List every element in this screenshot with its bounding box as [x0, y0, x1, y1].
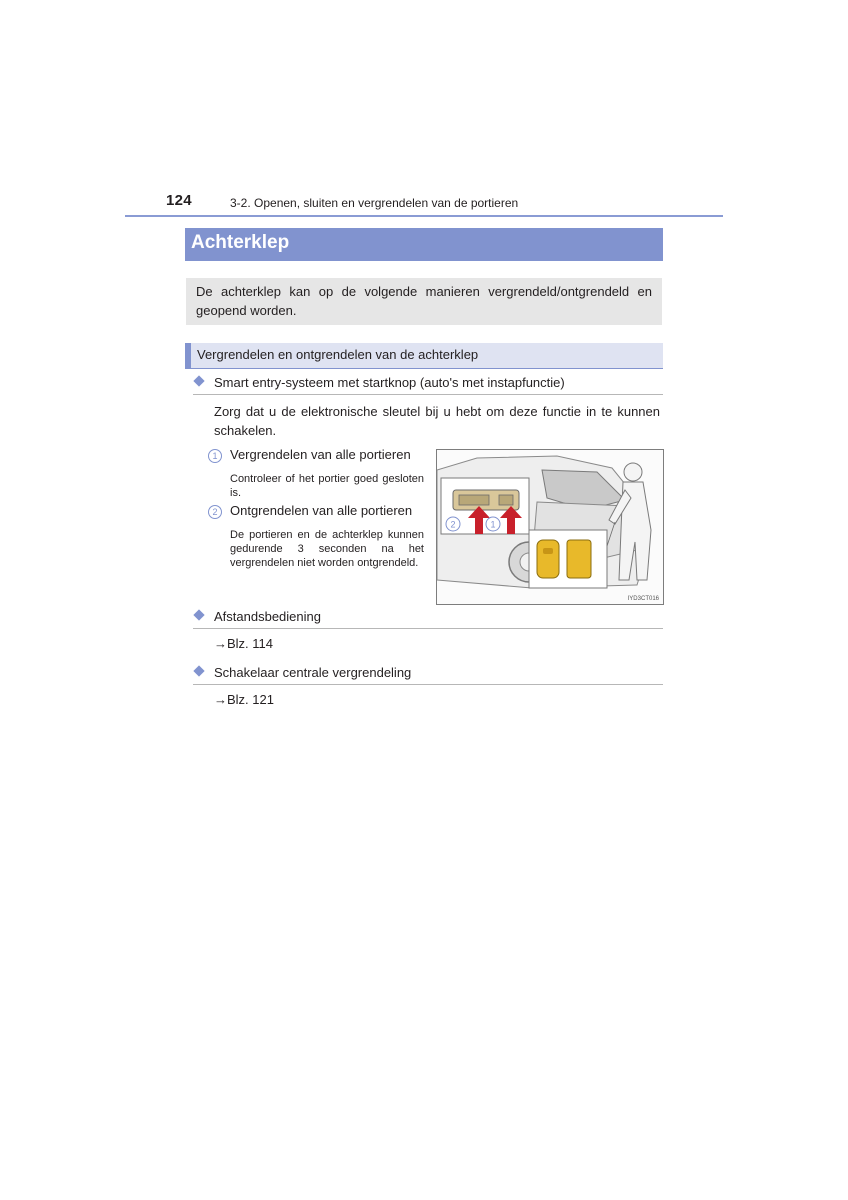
bullet-heading-text: Afstandsbediening: [214, 609, 321, 624]
key-fob-front: [537, 540, 559, 578]
breadcrumb: 3-2. Openen, sluiten en vergrendelen van de portieren: [230, 196, 519, 210]
subsection-accent: [185, 343, 191, 368]
step-description-2: De portieren en de achterklep kunnen gedurende 3 seconden na het vergrendelen niet worden ontgrendeld.: [230, 529, 424, 569]
page-reference-114[interactable]: →Blz. 114: [214, 636, 274, 651]
diamond-icon: [193, 665, 204, 676]
tailgate-illustration: [436, 449, 664, 605]
header-rule: [125, 215, 723, 217]
bullet-heading-text: Smart entry-systeem met startknop (auto's met instapfunctie): [214, 375, 565, 390]
car-rear-drawing: [437, 450, 663, 604]
handle-sensor-unlock: [459, 495, 489, 505]
step-number-1: 1: [208, 449, 222, 463]
step-number-2: 2: [208, 505, 222, 519]
step-description-1: Controleer of het portier goed gesloten is.: [230, 473, 424, 499]
figure-code: IYD3CT016: [627, 596, 659, 602]
section-title-bar: [185, 228, 663, 261]
subsection-title: Vergrendelen en ontgrendelen van de achterklep: [197, 347, 479, 362]
step-label-1: Vergrendelen van alle portieren: [230, 447, 411, 462]
diamond-icon: [193, 609, 204, 620]
bullet-heading-smart-entry: [193, 374, 663, 395]
handle-sensor-lock: [499, 495, 513, 505]
subsection-header: [185, 343, 663, 369]
key-fob-button: [543, 548, 553, 554]
page-reference-121[interactable]: →Blz. 121: [214, 692, 274, 707]
bullet-heading-text: Schakelaar centrale vergrendeling: [214, 665, 412, 680]
intro-box: [186, 278, 662, 325]
bullet-heading-centrale-vergrendeling: [193, 664, 663, 685]
callout-1: 1: [490, 519, 496, 530]
callout-2: 2: [450, 519, 456, 530]
intro-text: De achterklep kan op de volgende manieren vergrendeld/ontgrendeld en geopend worden.: [196, 284, 652, 318]
section-title: Achterklep: [191, 232, 290, 253]
person-head: [624, 463, 642, 481]
bullet-heading-afstandsbediening: [193, 608, 663, 629]
diamond-icon: [193, 375, 204, 386]
key-fob-back: [567, 540, 591, 578]
page-number: 124: [166, 192, 192, 209]
smart-entry-text: Zorg dat u de elektronische sleutel bij u hebt om deze functie in te kunnen schakelen.: [214, 404, 660, 438]
step-label-2: Ontgrendelen van alle portieren: [230, 503, 413, 518]
